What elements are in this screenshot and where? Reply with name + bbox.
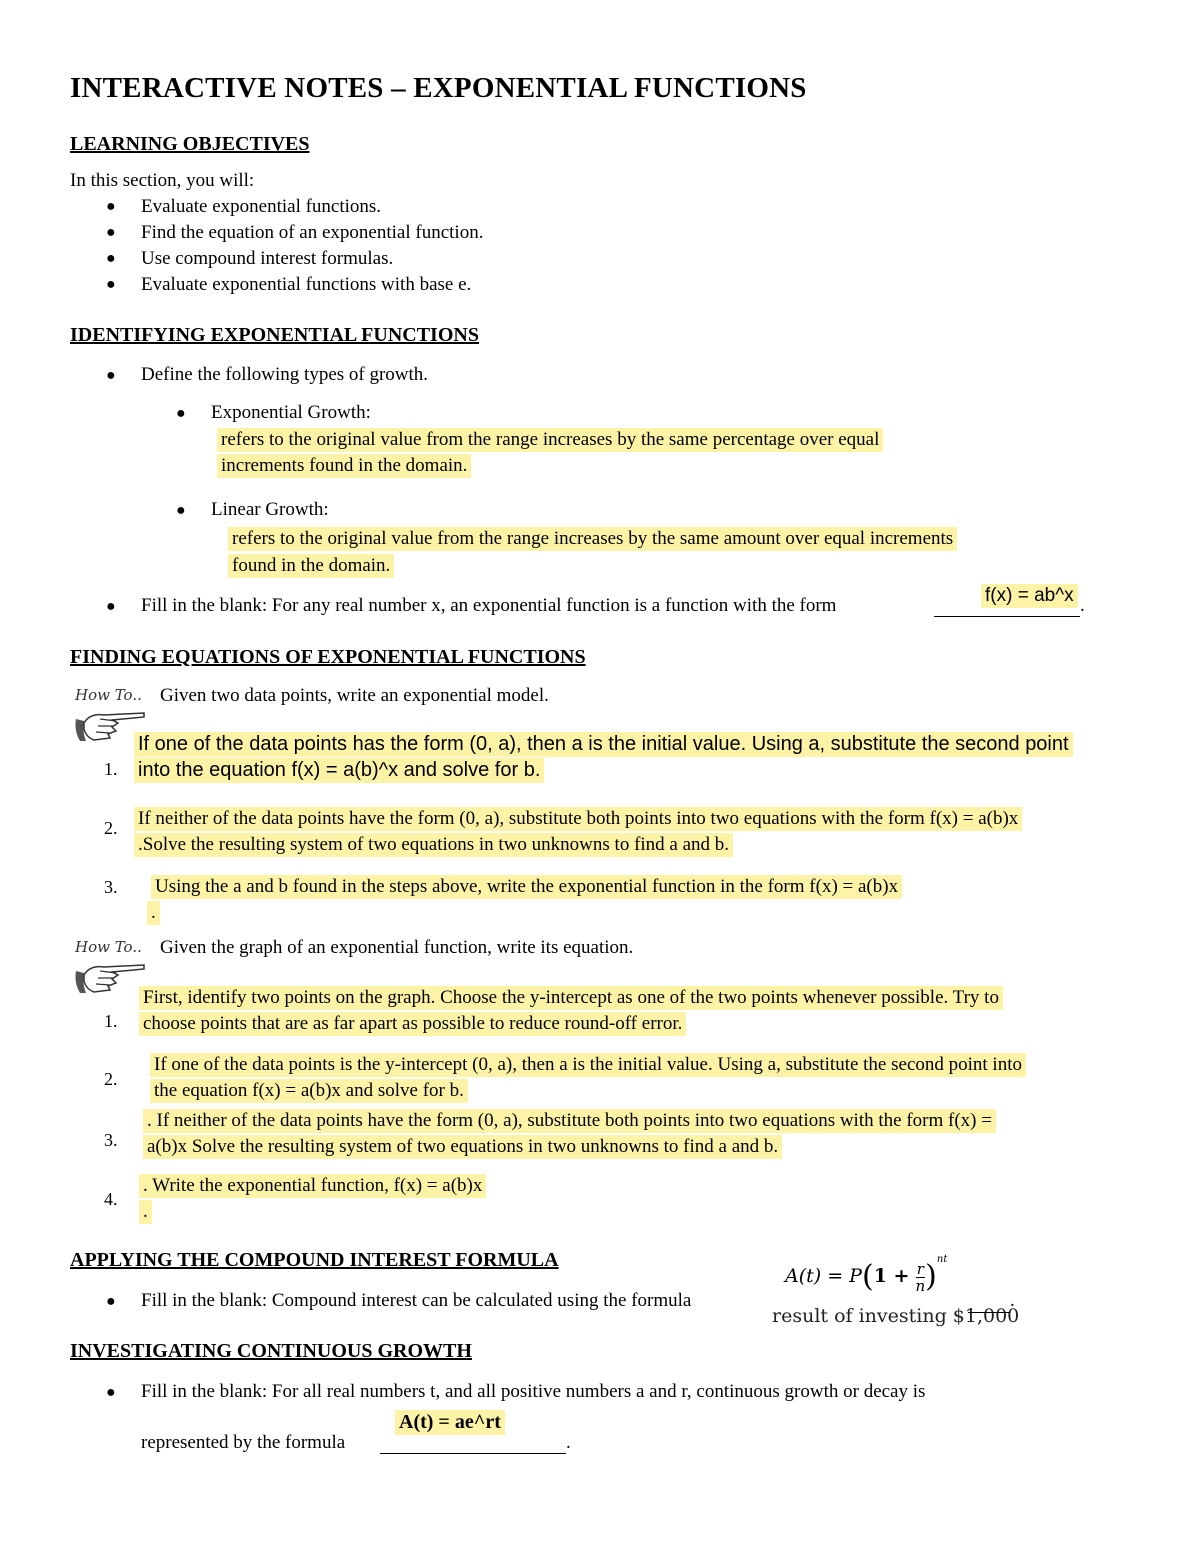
learning-intro: In this section, you will: [70,170,255,191]
exp-growth-label: Exponential Growth: [211,402,371,423]
step-number: 3. [104,877,118,897]
learning-objectives-heading: LEARNING OBJECTIVES [70,133,310,155]
step1-3-line2[interactable]: . [147,901,160,925]
how-to-label: How To.. [75,686,142,704]
form-fill-answer[interactable]: f(x) = ab^x [981,584,1078,608]
form-blank-line [934,616,1080,617]
continuous-heading: INVESTIGATING CONTINUOUS GROWTH [70,1340,472,1362]
formula-denominator: n [915,1276,926,1295]
step2-3-line2[interactable]: a(b)x Solve the resulting system of two equations in two unknowns to find a and b. [143,1135,782,1159]
bullet-icon: ● [106,367,116,384]
step2-4-line1[interactable]: . Write the exponential function, f(x) = a(b)x [139,1174,486,1198]
step1-1-line1[interactable]: If one of the data points has the form (0, a), then a is the initial value. Using a, substitute the second point [134,732,1073,757]
step2-1-line2[interactable]: choose points that are as far apart as possible to reduce round-off error. [139,1012,686,1036]
howto2-text: Given the graph of an exponential function, write its equation. [160,937,634,958]
step1-1-line2[interactable]: into the equation f(x) = a(b)^x and solve for b. [134,758,544,783]
step2-2-line2[interactable]: the equation f(x) = a(b)x and solve for b. [150,1079,468,1103]
exp-growth-answer-line1[interactable]: refers to the original value from the range increases by the same percentage over equal [217,428,883,452]
list-item: Evaluate exponential functions. [141,196,382,217]
step1-3-line1[interactable]: Using the a and b found in the steps above, write the exponential function in the form f(x) = a(b)x [151,875,902,899]
lin-growth-answer-line1[interactable]: refers to the original value from the range increases by the same amount over equal increments [228,527,957,551]
formula-lhs: A(t) = P [785,1265,862,1287]
step-number: 1. [104,1011,118,1031]
bullet-icon: ● [176,405,186,422]
bullet-icon: ● [106,598,116,615]
define-instruction: Define the following types of growth. [141,364,429,385]
step-number: 4. [104,1189,118,1209]
bullet-icon: ● [106,250,116,267]
bullet-icon: ● [106,224,116,241]
step1-2-line1[interactable]: If neither of the data points have the form (0, a), substitute both points into two equations with the form f(x) = a(b)x [134,807,1022,831]
lin-growth-label: Linear Growth: [211,499,329,520]
continuous-fill-line2: represented by the formula [141,1432,346,1453]
step-number: 1. [104,759,118,779]
step1-2-line2[interactable]: .Solve the resulting system of two equations in two unknowns to find a and b. [134,833,733,857]
compound-blank-line [968,1312,1010,1313]
list-item: Use compound interest formulas. [141,248,394,269]
continuous-blank-line [380,1453,566,1454]
continuous-fill-answer[interactable]: A(t) = ae^rt [395,1410,505,1435]
bullet-icon: ● [106,276,116,293]
overlapping-text: result of investing $1,000 [772,1305,1020,1327]
step2-3-line1[interactable]: . If neither of the data points have the form (0, a), substitute both points into two equations with the form f(x) = [143,1109,996,1133]
formula-one-plus: 1 + [873,1265,910,1287]
exp-growth-answer-line2[interactable]: increments found in the domain. [217,454,471,478]
formula-numerator: r [916,1259,924,1278]
finding-heading: FINDING EQUATIONS OF EXPONENTIAL FUNCTIONS [70,646,586,668]
continuous-fill-line1: Fill in the blank: For all real numbers t, and all positive numbers a and r, continuous growth or decay is [141,1381,926,1402]
page-title: INTERACTIVE NOTES – EXPONENTIAL FUNCTIONS [70,72,807,104]
lin-growth-answer-line2[interactable]: found in the domain. [228,554,394,578]
step-number: 2. [104,818,118,838]
step2-4-line2[interactable]: . [139,1200,152,1224]
how-to-label: How To.. [75,938,142,956]
compound-fill-period: . [1010,1290,1015,1311]
bullet-icon: ● [106,1384,116,1401]
formula-fraction [916,1261,926,1294]
bullet-icon: ● [176,502,186,519]
bullet-icon: ● [106,1293,116,1310]
continuous-fill-period: . [566,1432,571,1453]
compound-heading: APPLYING THE COMPOUND INTEREST FORMULA [70,1249,559,1271]
howto1-text: Given two data points, write an exponential model. [160,685,549,706]
compound-formula: A(t) = P(1 + $\frac{r}{n}$ )$^{nt}$ [785,1254,948,1295]
formula-exponent: nt [936,1254,948,1265]
step2-2-line1[interactable]: If one of the data points is the y-intercept (0, a), then a is the initial value. Using a, substitute the second point into [150,1053,1026,1077]
step-number: 3. [104,1130,118,1150]
list-item: Find the equation of an exponential function. [141,222,484,243]
list-item: Evaluate exponential functions with base e. [141,274,472,295]
step2-1-line1[interactable]: First, identify two points on the graph. Choose the y-intercept as one of the two points whenever possible. Try to [139,986,1003,1010]
step-number: 2. [104,1069,118,1089]
form-fill-prompt: Fill in the blank: For any real number x, an exponential function is a function with the form [141,595,837,616]
form-fill-period: . [1080,595,1085,616]
pointing-hand-icon [72,961,148,997]
compound-fill-prompt: Fill in the blank: Compound interest can be calculated using the formula [141,1290,692,1311]
bullet-icon: ● [106,198,116,215]
identifying-heading: IDENTIFYING EXPONENTIAL FUNCTIONS [70,324,479,346]
